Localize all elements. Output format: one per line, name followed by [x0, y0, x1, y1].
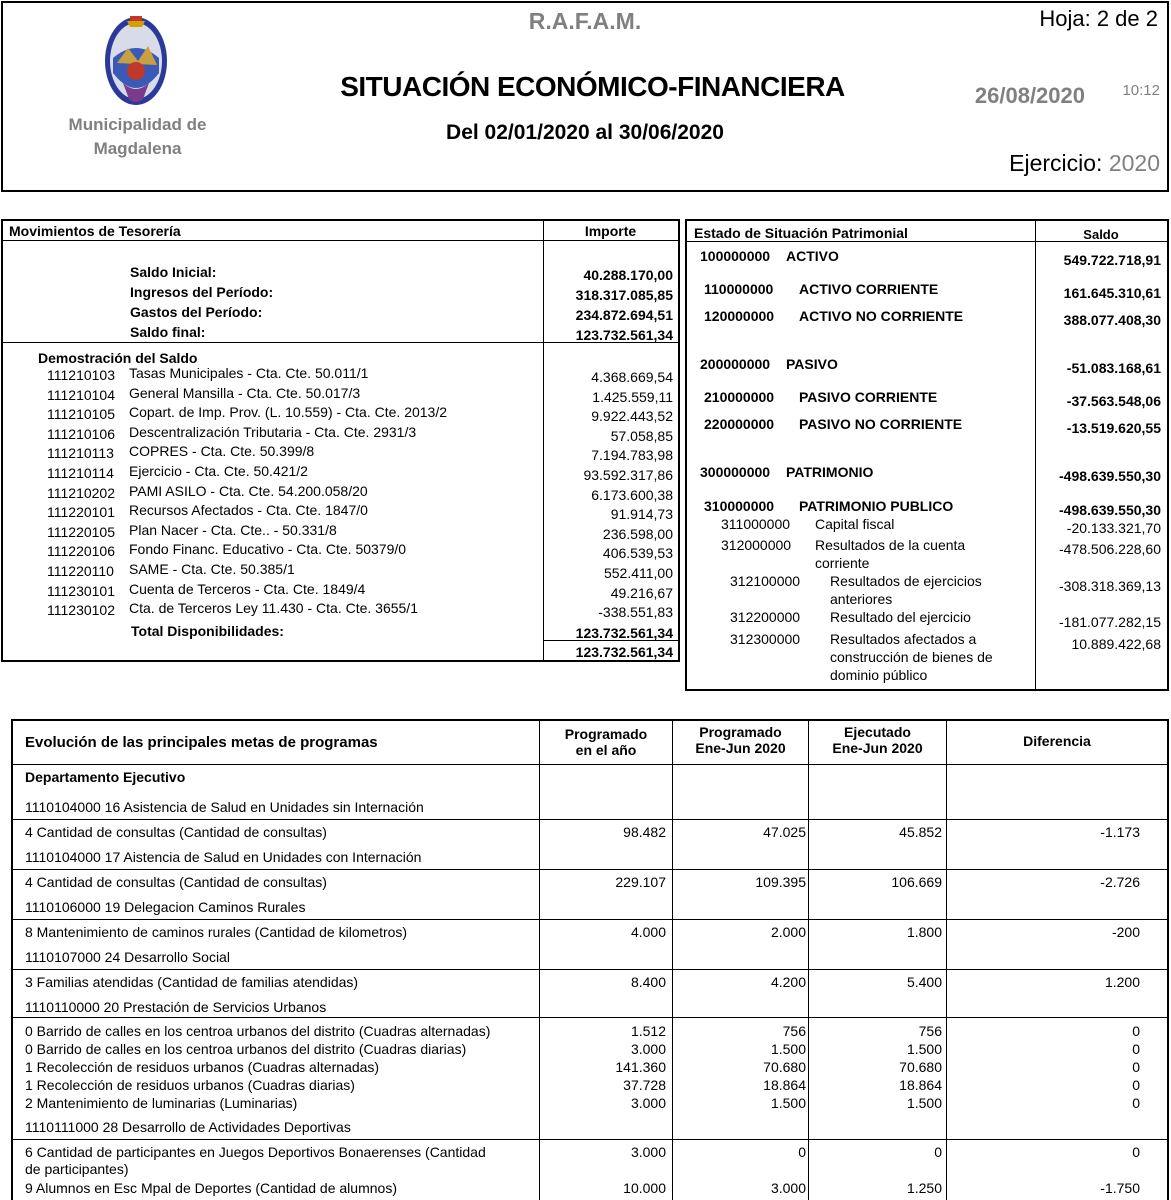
meta-description: 1 Recolección de residuos urbanos (Cuadras diarias)	[25, 1077, 355, 1093]
system-name: R.A.F.A.M.	[528, 8, 642, 34]
meta-programado-sem: 70.680	[763, 1059, 806, 1075]
summary-value: 318.317.085,85	[575, 287, 673, 303]
meta-programado-sem: 0	[798, 1144, 806, 1160]
estado-value: -308.318.369,13	[1059, 578, 1161, 594]
estado-panel	[685, 219, 1169, 691]
estado-value: -37.563.548,06	[1066, 393, 1161, 409]
meta-diferencia: -200	[1111, 924, 1140, 940]
program-title: 1110104000 17 Aistencia de Salud en Unidades con Internación	[25, 849, 422, 865]
account-code: 111220101	[47, 504, 115, 521]
account-name: Tasas Municipales - Cta. Cte. 50.011/1	[129, 365, 369, 381]
meta-programado-sem: 1.500	[770, 1095, 806, 1111]
account-code: 111210103	[47, 367, 115, 383]
meta-ejecutado: 1.250	[906, 1180, 942, 1196]
estado-value: 388.077.408,30	[1063, 312, 1161, 328]
report-time: 10:12	[1122, 82, 1160, 99]
meta-description: 4 Cantidad de consultas (Cantidad de consultas)	[25, 874, 327, 890]
meta-programado-anio: 37.728	[623, 1077, 666, 1093]
account-name: General Mansilla - Cta. Cte. 50.017/3	[129, 384, 361, 401]
meta-programado-anio: 8.400	[630, 974, 666, 990]
estado-value: -51.083.168,61	[1066, 360, 1161, 376]
account-value: 91.914,73	[610, 506, 673, 523]
municipality-line1: Municipalidad de	[68, 115, 207, 134]
meta-programado-sem: 47.025	[763, 824, 806, 840]
meta-diferencia: 0	[1132, 1077, 1140, 1093]
estado-label: ACTIVO CORRIENTE	[799, 281, 939, 297]
report-date: 26/08/2020	[974, 83, 1085, 108]
meta-programado-sem: 18.864	[763, 1077, 806, 1093]
account-name: Ejercicio - Cta. Cte. 50.421/2	[129, 463, 308, 479]
estado-value: -498.639.550,30	[1059, 468, 1161, 484]
meta-description: 1 Recolección de residuos urbanos (Cuadras alternadas)	[25, 1059, 380, 1075]
estado-code: 312300000	[730, 631, 801, 647]
program-title: 1110104000 16 Asistencia de Salud en Unidades sin Internación	[25, 799, 424, 815]
page-indicator: Hoja: 2 de 2	[1039, 6, 1158, 31]
meta-diferencia: 1.200	[1104, 974, 1140, 990]
estado-code: 110000000	[704, 281, 774, 297]
account-name: Fondo Financ. Educativo - Cta. Cte. 50379/0	[129, 541, 407, 558]
account-value: 9.922.443,52	[591, 408, 673, 425]
metas-col-ejec-l2: Ene-Jun 2020	[832, 740, 923, 756]
summary-value: 40.288.170,00	[583, 267, 673, 283]
meta-programado-anio: 229.107	[615, 874, 666, 890]
estado-label-line: Resultados de ejercicios	[830, 573, 982, 589]
meta-description-line2: de participantes)	[25, 1161, 129, 1177]
municipal-crest-logo	[103, 13, 169, 113]
page-title: SITUACIÓN ECONÓMICO-FINANCIERA	[340, 71, 845, 102]
meta-ejecutado: 5.400	[906, 974, 942, 990]
account-name: Plan Nacer - Cta. Cte.. - 50.331/8	[129, 521, 337, 538]
account-code: 111210113	[47, 445, 114, 462]
account-name: PAMI ASILO - Cta. Cte. 54.200.058/20	[129, 482, 368, 499]
account-value: 93.592.317,86	[583, 467, 673, 483]
total-value: 123.732.561,34	[575, 625, 673, 641]
account-value: -338.551,83	[598, 604, 673, 621]
ejercicio	[960, 150, 1160, 177]
estado-code: 220000000	[704, 416, 775, 432]
summary-label: Saldo final:	[130, 324, 206, 340]
meta-ejecutado: 0	[934, 1144, 942, 1160]
meta-programado-anio: 141.360	[615, 1059, 666, 1075]
ejercicio-label: Ejercicio:	[1009, 150, 1103, 176]
account-code: 111210114	[47, 465, 114, 481]
metas-panel	[11, 719, 1169, 1200]
meta-programado-anio: 3.000	[630, 1095, 666, 1111]
account-name: Copart. de Imp. Prov. (L. 10.559) - Cta. Cte. 2013/2	[129, 404, 448, 421]
estado-col-saldo: Saldo	[1083, 227, 1119, 242]
account-value: 406.539,53	[602, 545, 673, 562]
account-name: Recursos Afectados - Cta. Cte. 1847/0	[129, 502, 368, 519]
meta-ejecutado: 45.852	[899, 824, 942, 840]
summary-label: Saldo Inicial:	[130, 264, 217, 280]
estado-label: PASIVO	[786, 356, 838, 372]
estado-code: 300000000	[700, 464, 771, 480]
meta-description: 0 Barrido de calles en los centroa urbanos del distrito (Cuadras diarias)	[25, 1041, 467, 1057]
program-title: 1110107000 24 Desarrollo Social	[25, 949, 230, 965]
meta-programado-anio: 4.000	[630, 924, 666, 940]
summary-label: Gastos del Período:	[130, 304, 263, 320]
account-value: 552.411,00	[603, 565, 673, 581]
estado-label: PASIVO NO CORRIENTE	[799, 416, 963, 432]
meta-diferencia: 0	[1132, 1144, 1140, 1160]
municipality-line2: Magdalena	[93, 139, 182, 158]
meta-programado-sem: 756	[782, 1023, 806, 1039]
estado-code: 312000000	[721, 537, 792, 553]
metas-col-ejec	[809, 724, 946, 756]
meta-ejecutado: 18.864	[899, 1077, 942, 1093]
ejercicio-year: 2020	[1108, 150, 1160, 176]
demo-title: Demostración del Saldo	[38, 350, 198, 366]
meta-diferencia: 0	[1132, 1059, 1140, 1075]
account-value: 7.194.783,98	[591, 447, 673, 464]
meta-diferencia: 0	[1132, 1041, 1140, 1057]
metas-col-prog-anio	[540, 726, 672, 758]
program-title: 1110106000 19 Delegacion Caminos Rurales	[25, 899, 306, 915]
estado-label: Resultado del ejercicio	[830, 609, 971, 625]
estado-code: 311000000	[721, 516, 791, 532]
metas-col-prog-sem-l2: Ene-Jun 2020	[695, 740, 786, 756]
metas-col-prog-anio-l2: en el año	[575, 742, 637, 758]
account-name: Cta. de Terceros Ley 11.430 - Cta. Cte. 3655/1	[129, 600, 418, 617]
meta-programado-sem: 2.000	[770, 924, 806, 940]
summary-value: 123.732.561,34	[575, 327, 673, 343]
meta-description: 0 Barrido de calles en los centroa urbanos del distrito (Cuadras alternadas)	[25, 1023, 491, 1039]
meta-programado-anio: 10.000	[623, 1180, 666, 1196]
meta-ejecutado: 1.800	[906, 924, 942, 940]
meta-description: 9 Alumnos en Esc Mpal de Deportes (Cantidad de alumnos)	[25, 1180, 397, 1196]
tesoreria-col-amount: Importe	[584, 223, 637, 239]
estado-code: 120000000	[704, 308, 775, 324]
estado-value: -498.639.550,30	[1059, 502, 1161, 518]
meta-programado-sem: 109.395	[755, 874, 806, 890]
summary-label: Ingresos del Período:	[130, 284, 274, 300]
municipality-name	[30, 113, 245, 161]
estado-value: 161.645.310,61	[1063, 285, 1161, 301]
meta-diferencia: -1.750	[1100, 1180, 1140, 1196]
program-title: 1110111000 28 Desarrollo de Actividades Deportivas	[25, 1119, 351, 1135]
account-code: 111230101	[47, 582, 115, 599]
meta-programado-sem: 3.000	[770, 1180, 806, 1196]
meta-description: 3 Familias atendidas (Cantidad de familias atendidas)	[25, 974, 359, 990]
estado-code: 312200000	[730, 609, 801, 625]
meta-programado-sem: 4.200	[770, 974, 806, 990]
account-code: 111220105	[47, 523, 115, 540]
estado-label: Capital fiscal	[815, 516, 895, 532]
meta-description-line1: 6 Cantidad de participantes en Juegos Deportivos Bonaerenses (Cantidad	[25, 1144, 486, 1160]
total-value-2: 123.732.561,34	[575, 644, 673, 660]
tesoreria-col-label: Movimientos de Tesorería	[9, 223, 181, 239]
estado-value: 10.889.422,68	[1071, 636, 1161, 652]
estado-label-line: anteriores	[830, 591, 893, 607]
account-name: Descentralización Tributaria - Cta. Cte. 2931/3	[129, 423, 417, 440]
account-code: 111220110	[47, 563, 114, 579]
estado-value: -20.133.321,70	[1066, 520, 1161, 536]
metas-col-dif: Diferencia	[1023, 733, 1091, 749]
meta-ejecutado: 756	[918, 1023, 942, 1039]
account-value: 6.173.600,38	[591, 486, 673, 503]
department-name: Departamento Ejecutivo	[25, 769, 186, 785]
account-value: 1.425.559,11	[592, 388, 673, 405]
account-value: 57.058,85	[610, 427, 673, 444]
meta-programado-anio: 1.512	[630, 1023, 666, 1039]
estado-label-line: corriente	[815, 555, 870, 571]
estado-value: 549.722.718,91	[1063, 252, 1161, 268]
meta-description: 2 Mantenimiento de luminarias (Luminarias)	[25, 1095, 298, 1111]
estado-label-line: Resultados afectados a	[830, 631, 977, 647]
meta-ejecutado: 70.680	[899, 1059, 942, 1075]
estado-code: 200000000	[700, 356, 771, 372]
meta-programado-anio: 3.000	[630, 1144, 666, 1160]
metas-col-prog-sem-l1: Programado	[699, 724, 782, 740]
estado-code: 310000000	[704, 498, 775, 514]
estado-label-line: Resultados de la cuenta	[815, 537, 966, 553]
meta-diferencia: -2.726	[1100, 874, 1140, 890]
estado-label-line: dominio público	[830, 667, 928, 683]
estado-label: ACTIVO	[786, 248, 839, 264]
estado-label: ACTIVO NO CORRIENTE	[799, 308, 964, 324]
account-name: COPRES - Cta. Cte. 50.399/8	[129, 443, 315, 460]
meta-diferencia: 0	[1132, 1023, 1140, 1039]
estado-value: -13.519.620,55	[1066, 420, 1161, 436]
account-value: 4.368.669,54	[591, 369, 673, 385]
meta-ejecutado: 1.500	[906, 1041, 942, 1057]
estado-code: 210000000	[704, 389, 775, 405]
estado-col-label: Estado de Situación Patrimonial	[694, 225, 908, 241]
metas-col-desc: Evolución de las principales metas de programas	[25, 734, 378, 751]
tesoreria-panel	[1, 219, 680, 662]
meta-description: 8 Mantenimiento de caminos rurales (Cantidad de kilometros)	[25, 924, 408, 940]
estado-label-line: construcción de bienes de	[830, 649, 993, 665]
estado-label: PATRIMONIO PUBLICO	[799, 498, 954, 514]
account-name: Cuenta de Terceros - Cta. Cte. 1849/4	[129, 580, 366, 597]
estado-code: 312100000	[730, 573, 801, 589]
estado-label: PATRIMONIO	[786, 464, 874, 480]
meta-ejecutado: 1.500	[906, 1095, 942, 1111]
meta-description: 4 Cantidad de consultas (Cantidad de consultas)	[25, 824, 327, 840]
account-code: 111210105	[47, 406, 115, 423]
account-code: 111210202	[47, 484, 115, 501]
account-code: 111210104	[47, 386, 115, 403]
report-period: Del 02/01/2020 al 30/06/2020	[446, 121, 724, 144]
estado-code: 100000000	[700, 248, 771, 264]
metas-col-ejec-l1: Ejecutado	[844, 724, 911, 740]
account-code: 111230102	[47, 602, 115, 619]
meta-programado-anio: 3.000	[630, 1041, 666, 1057]
account-code: 111220106	[47, 543, 115, 560]
account-value: 236.598,00	[602, 525, 673, 542]
meta-ejecutado: 106.669	[891, 874, 942, 890]
account-code: 111210106	[47, 425, 115, 442]
account-value: 49.216,67	[610, 584, 673, 601]
metas-col-prog-sem	[673, 724, 808, 756]
meta-programado-anio: 98.482	[623, 824, 666, 840]
meta-diferencia: -1.173	[1100, 824, 1140, 840]
total-label: Total Disponibilidades:	[131, 623, 284, 639]
estado-value: -478.506.228,60	[1059, 541, 1161, 557]
summary-value: 234.872.694,51	[575, 307, 673, 323]
estado-label: PASIVO CORRIENTE	[799, 389, 938, 405]
meta-programado-sem: 1.500	[770, 1041, 806, 1057]
metas-col-prog-anio-l1: Programado	[564, 726, 648, 742]
estado-value: -181.077.282,15	[1059, 614, 1161, 630]
meta-diferencia: 0	[1132, 1095, 1140, 1111]
program-title: 1110110000 20 Prestación de Servicios Urbanos	[25, 999, 327, 1015]
account-name: SAME - Cta. Cte. 50.385/1	[129, 561, 295, 577]
